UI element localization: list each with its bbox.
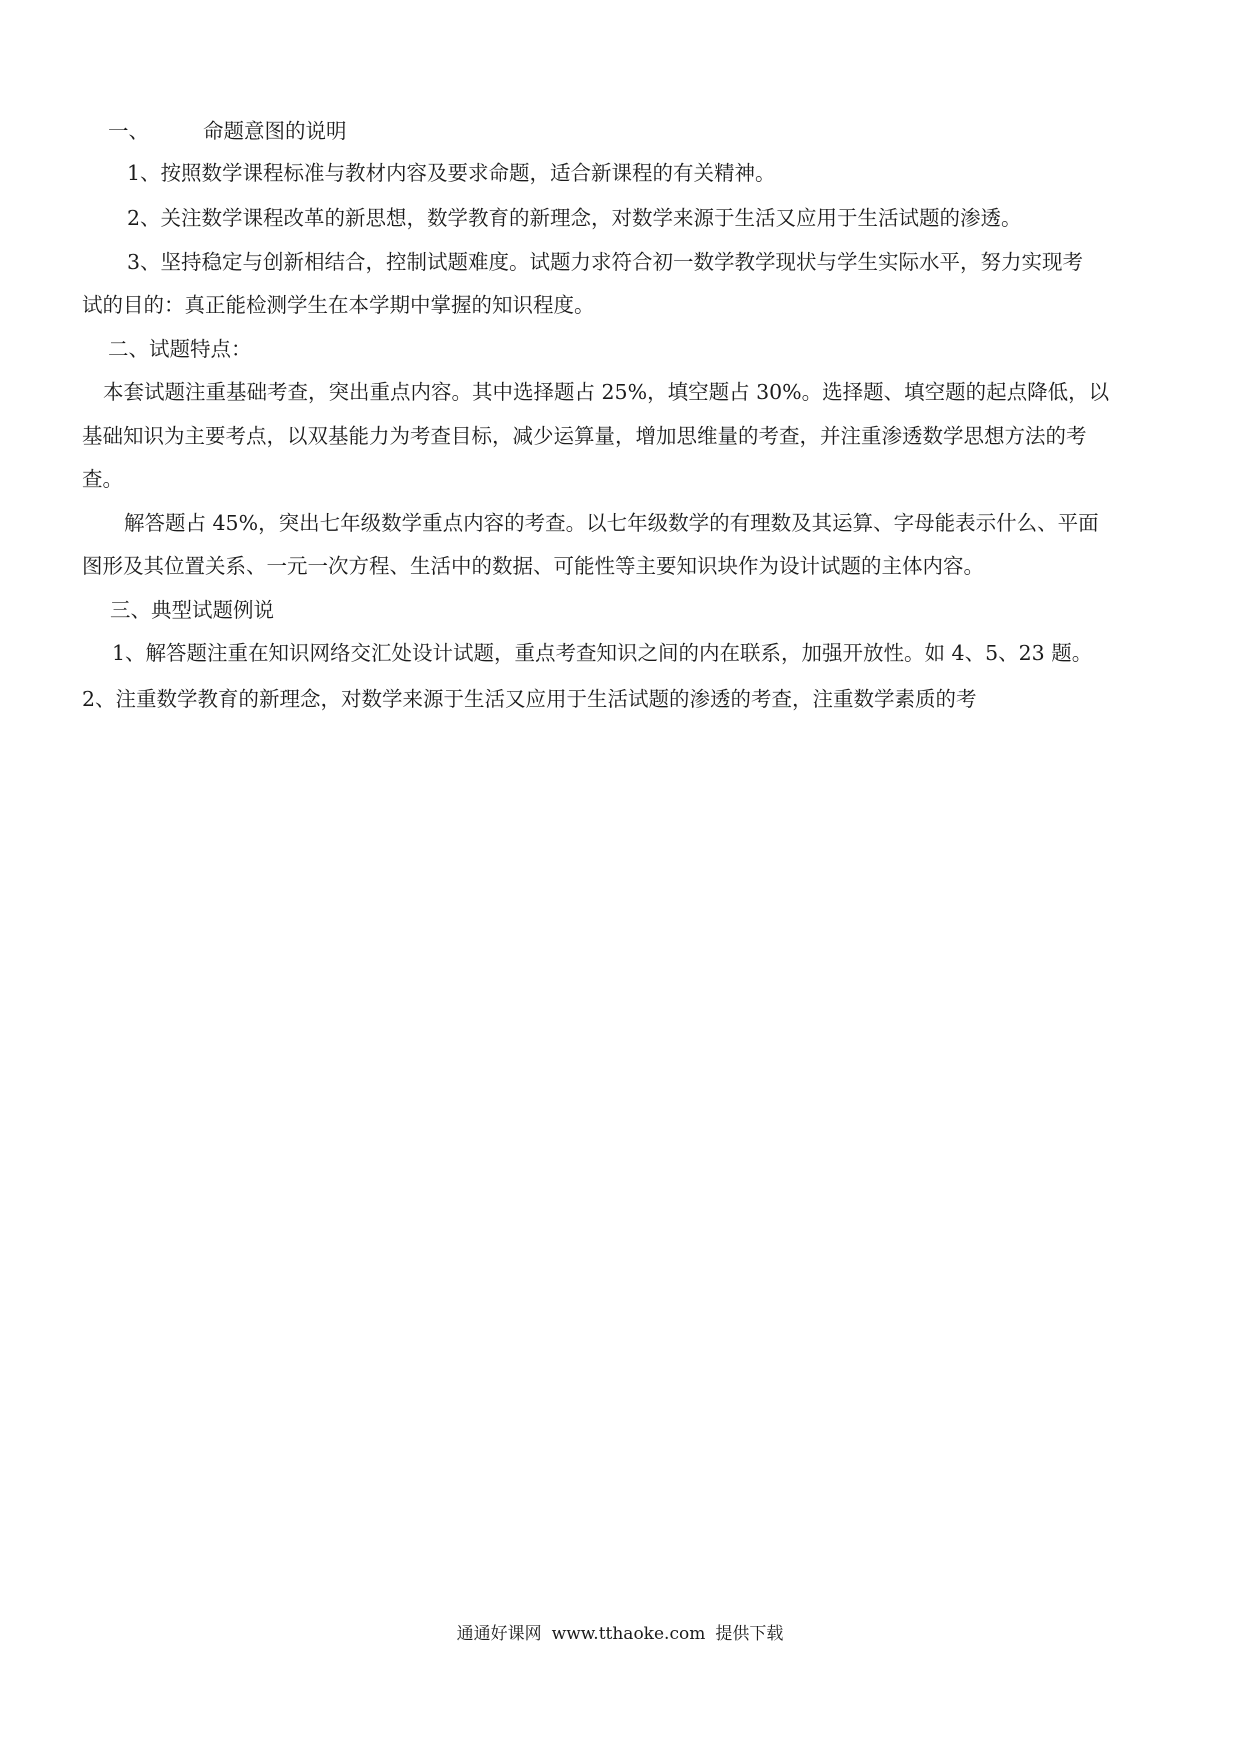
- paragraph-features-line-2: 基础知识为主要考点，以双基能力为考查目标，减少运算量，增加思维量的考查，并注重渗透数学思想方法的考: [82, 424, 1087, 448]
- paragraph-example-1: 1、解答题注重在知识网络交汇处设计试题，重点考查知识之间的内在联系，加强开放性。如 4、5、23 题。: [112, 641, 1093, 665]
- section-heading-3: 三、典型试题例说: [110, 598, 274, 622]
- paragraph-item-3-line-2: 试的目的：真正能检测学生在本学期中掌握的知识程度。: [82, 293, 595, 317]
- paragraph-item-2: 2、关注数学课程改革的新思想，数学教育的新理念，对数学来源于生活又应用于生活试题的渗透。: [127, 206, 1022, 230]
- paragraph-answers-line-1: 解答题占 45%，突出七年级数学重点内容的考查。以七年级数学的有理数及其运算、字母能表示什么、平面: [124, 511, 1099, 535]
- paragraph-example-2: 2、注重数学教育的新理念，对数学来源于生活又应用于生活试题的渗透的考查，注重数学素质的考: [82, 687, 977, 711]
- paragraph-item-3-line-1: 3、坚持稳定与创新相结合，控制试题难度。试题力求符合初一数学教学现状与学生实际水平，努力实现考: [127, 250, 1084, 274]
- section-number: 一、: [108, 119, 149, 143]
- footer-url: www.tthaoke.com: [551, 1624, 706, 1644]
- footer-suffix: 提供下载: [715, 1624, 784, 1644]
- paragraph-features-line-3: 查。: [82, 467, 123, 491]
- section-title: 命题意图的说明: [203, 119, 347, 143]
- section-heading-2: 二、试题特点：: [108, 337, 252, 361]
- paragraph-item-1: 1、按照数学课程标准与教材内容及要求命题，适合新课程的有关精神。: [127, 161, 776, 185]
- footer-site-name: 通通好课网: [456, 1624, 542, 1644]
- paragraph-features-line-1: 本套试题注重基础考查，突出重点内容。其中选择题占 25%，填空题占 30%。选择题、填空题的起点降低，以: [103, 380, 1110, 404]
- paragraph-answers-line-2: 图形及其位置关系、一元一次方程、生活中的数据、可能性等主要知识块作为设计试题的主体内容。: [82, 554, 984, 578]
- page-footer: [0, 1623, 1240, 1645]
- section-heading-1: [108, 118, 347, 144]
